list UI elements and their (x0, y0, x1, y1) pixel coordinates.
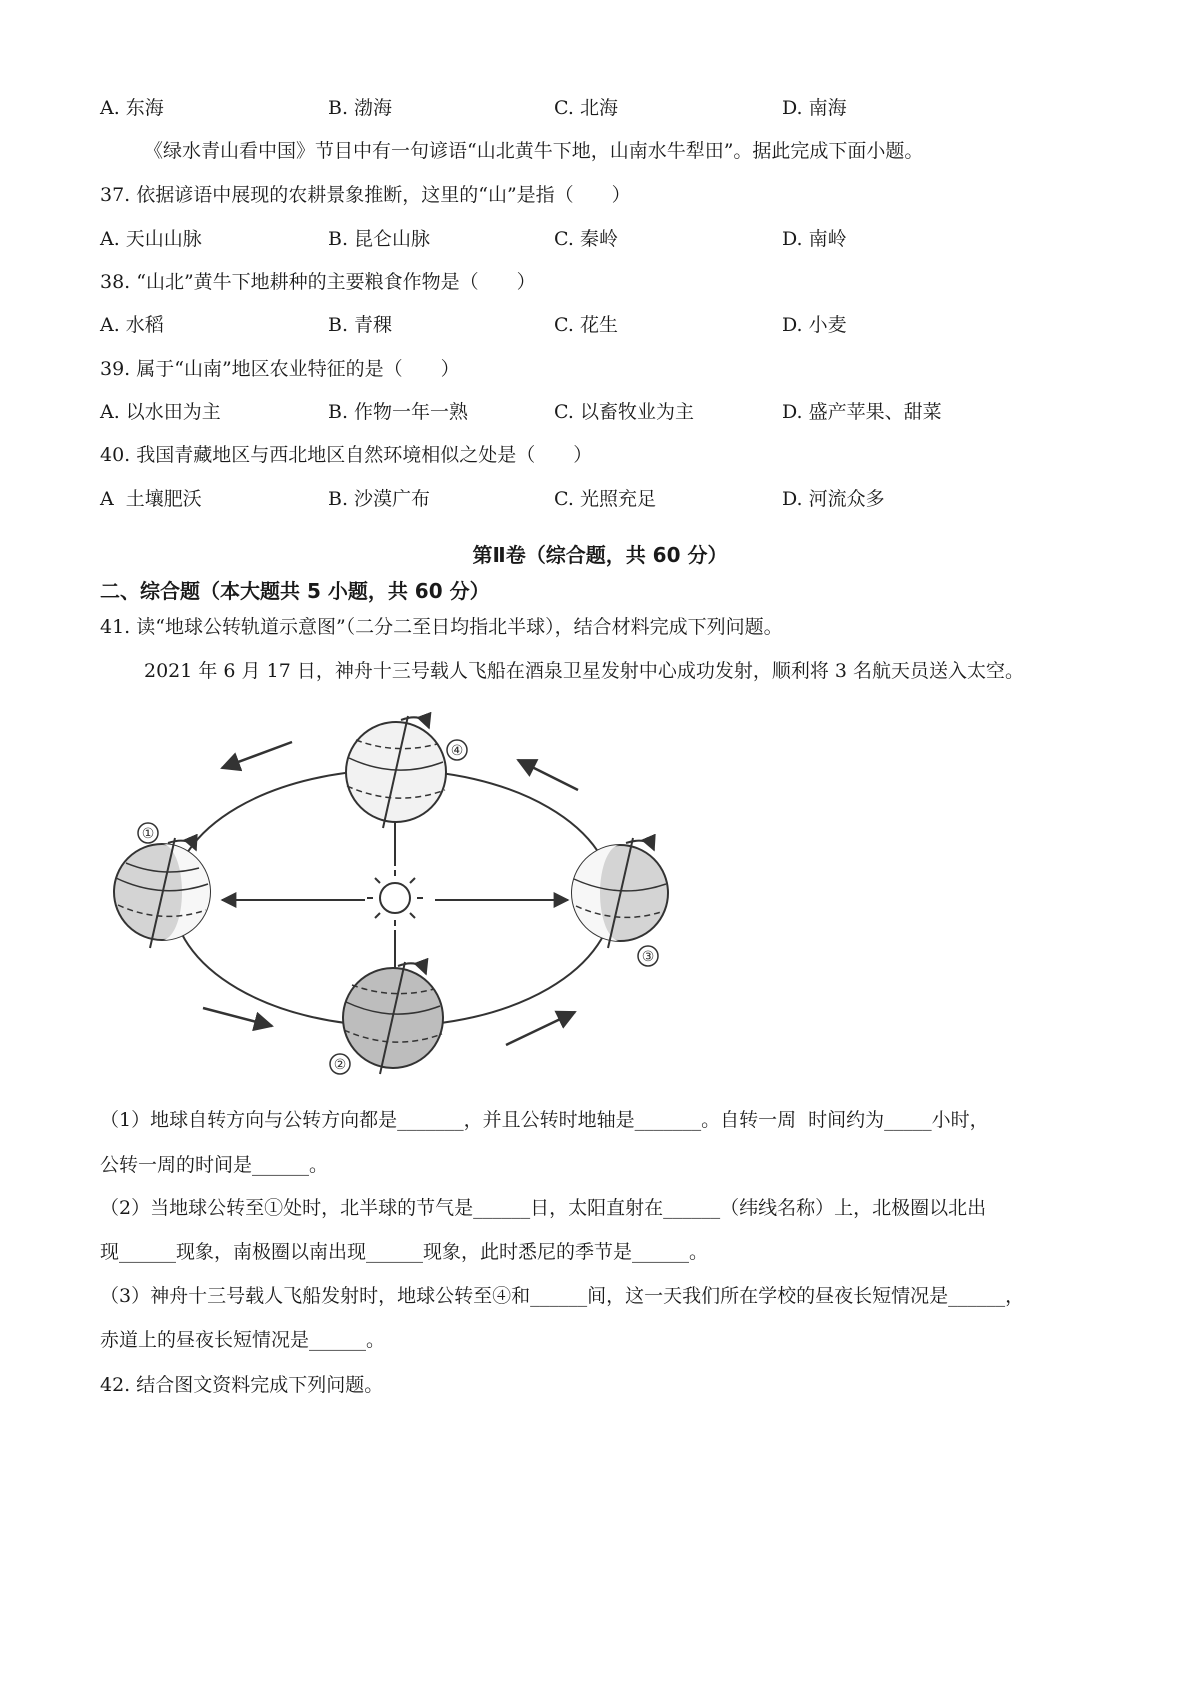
label-2: ② (333, 1057, 347, 1073)
sun-icon (367, 870, 423, 926)
q41-sub2-line2: 现______现象，南极圈以南出现______现象，此时悉尼的季节是______。 (100, 1241, 709, 1263)
q41-sub1-line1: （1）地球自转方向与公转方向都是_______，并且公转时地轴是_______。自转一周 时间约为_____小时， (100, 1109, 989, 1131)
q41-sub3-line1: （3）神舟十三号载人飞船发射时，地球公转至④和______间，这一天我们所在学校的昼夜长短情况是______， (100, 1285, 1025, 1307)
q41-material: 2021 年 6 月 17 日，神舟十三号载人飞船在酒泉卫星发射中心成功发射，顺利将 3 名航天员送入太空。 (144, 660, 1024, 682)
q37-stem: 37. 依据谚语中展现的农耕景象推断，这里的“山”是指（ ） (100, 184, 631, 206)
earth-position-1 (114, 838, 210, 948)
section2-title: 二、综合题（本大题共 5 小题，共 60 分） (100, 579, 490, 603)
q37-option-d: D. 南岭 (782, 228, 847, 250)
q41-sub3-line2: 赤道上的昼夜长短情况是______。 (100, 1329, 386, 1351)
q40-option-c: C. 光照充足 (554, 488, 656, 510)
earth-position-4 (346, 716, 446, 828)
q38-option-b: B. 青稞 (328, 314, 393, 336)
q36-option-c: C. 北海 (554, 97, 618, 119)
q41-stem: 41. 读“地球公转轨道示意图”（二分二至日均指北半球），结合材料完成下列问题。 (100, 616, 783, 638)
label-3: ③ (641, 949, 655, 965)
q38-option-c: C. 花生 (554, 314, 618, 336)
q41-sub1-line2: 公转一周的时间是______。 (100, 1154, 329, 1176)
q36-option-b: B. 渤海 (328, 97, 393, 119)
q40-option-a: A 土壤肥沃 (100, 488, 202, 510)
earth-position-3 (572, 838, 668, 948)
q40-option-b: B. 沙漠广布 (328, 488, 431, 510)
q37-option-b: B. 昆仑山脉 (328, 228, 431, 250)
q39-stem: 39. 属于“山南”地区农业特征的是（ ） (100, 358, 460, 380)
q39-option-d: D. 盛产苹果、甜菜 (782, 401, 942, 423)
earth-position-2 (343, 962, 443, 1074)
q41-sub2-line1: （2）当地球公转至①处时，北半球的节气是______日，太阳直射在______（纬线名称）上，北极圈以北出 (100, 1197, 987, 1219)
q38-stem: 38. “山北”黄牛下地耕种的主要粮食作物是（ ） (100, 271, 536, 293)
intro-text: 《绿水青山看中国》节目中有一句谚语“山北黄牛下地，山南水牛犁田”。据此完成下面小题。 (144, 140, 924, 162)
q36-option-d: D. 南海 (782, 97, 847, 119)
q39-option-c: C. 以畜牧业为主 (554, 401, 694, 423)
label-1: ① (141, 826, 155, 842)
part2-title: 第Ⅱ卷（综合题，共 60 分） (472, 543, 728, 567)
q39-option-a: A. 以水田为主 (100, 401, 221, 423)
q36-option-a: A. 东海 (100, 97, 164, 119)
q40-stem: 40. 我国青藏地区与西北地区自然环境相似之处是（ ） (100, 444, 593, 466)
q38-option-a: A. 水稻 (100, 314, 164, 336)
q40-option-d: D. 河流众多 (782, 488, 885, 510)
q38-option-d: D. 小麦 (782, 314, 847, 336)
q37-option-a: A. 天山山脉 (100, 228, 202, 250)
label-4: ④ (450, 743, 464, 759)
q39-option-b: B. 作物一年一熟 (328, 401, 469, 423)
q37-option-c: C. 秦岭 (554, 228, 618, 250)
q42-stem: 42. 结合图文资料完成下列问题。 (100, 1374, 384, 1396)
